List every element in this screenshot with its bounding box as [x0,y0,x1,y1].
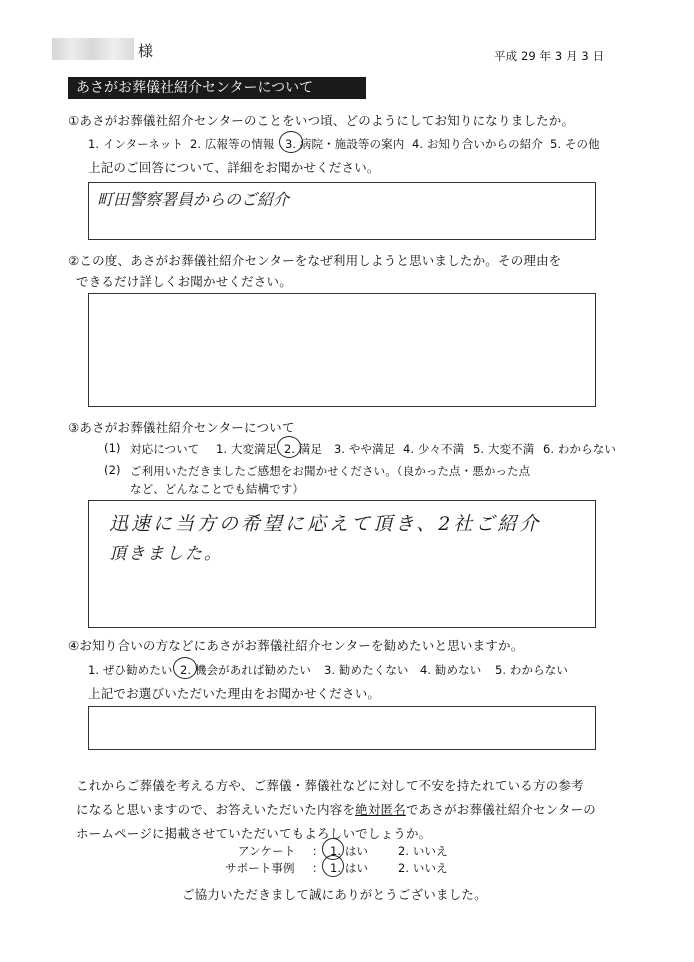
q4-question: ④お知り合いの方などにあさがお葬儀社紹介センターを勧めたいと思いますか。 [68,638,524,653]
q1-answer: 町田警察署員からのご紹介 [97,190,290,209]
consent-colon: ： [312,844,324,858]
q4-option-1: 1. ぜひ勧めたい [88,663,173,677]
closing-line1: これからご葬儀を考える方や、ご葬儀・葬儀社などに対して不安を持たれている方の参考 [76,778,584,793]
q3-option-3: 3. やや満足 [334,442,396,456]
selection-circle [173,657,197,679]
selection-circle [279,131,303,153]
q4-option-4: 4. 勧めない [420,663,482,677]
q1-option-4: 4. お知り合いからの紹介 [412,137,543,151]
q3-sub2-label: (2) [104,463,121,477]
q1-option-5: 5. その他 [550,137,600,151]
consent-label-support: サポート事例 [225,861,295,875]
q3-answer-line2: 頂きました。 [109,544,223,564]
q4-option-2: 2. 機会があれば勧めたい [180,663,311,677]
consent-no-support: 2. いいえ [398,861,448,875]
selection-circle [322,855,344,877]
q2-question-line2: できるだけ詳しくお聞かせください。 [76,274,292,289]
q2-answer-box [88,293,596,407]
q1-question: ①あさがお葬儀社紹介センターのことをいつ頃、どのようにしてお知りになりましたか。 [68,113,575,128]
q1-answer-box [88,182,596,240]
q2-question-line1: ②この度、あさがお葬儀社紹介センターをなぜ利用しようと思いましたか。その理由を [68,253,562,268]
q1-option-3: 3. 病院・施設等の案内 [285,137,405,151]
q3-sub1-label: (1) [104,441,121,455]
consent-no-survey: 2. いいえ [398,844,448,858]
anonymous-emphasis: 絶対匿名 [355,802,406,817]
section-banner: あさがお葬儀社紹介センターについて [68,77,366,99]
q4-option-3: 3. 勧めたくない [324,663,409,677]
q1-followup: 上記のご回答について、詳細をお聞かせください。 [88,160,380,175]
redacted-name [52,38,134,60]
selection-circle [277,436,301,458]
closing-line3: ホームページに掲載させていただいてもよろしいでしょうか。 [76,826,432,841]
q3-option-2: 2. 満足 [284,442,323,456]
consent-label-survey: アンケート [238,844,296,858]
q4-option-5: 5. わからない [495,663,568,677]
thanks-message: ご協力いただきまして誠にありがとうございました。 [182,887,487,902]
q3-sub2-line1: ご利用いただきましたご感想をお聞かせください。（良かった点・悪かった点 [130,464,531,478]
q3-option-1: 1. 大変満足 [216,442,278,456]
q4-followup: 上記でお選びいただいた理由をお聞かせください。 [88,686,381,701]
q1-option-1: 1. インターネット [88,137,184,151]
q3-answer-box [88,500,596,628]
q3-sub2-line2: など、どんなことでも結構です） [130,482,304,496]
q1-option-2: 2. 広報等の情報 [190,137,275,151]
q3-sub1-text: 対応について [130,442,200,456]
q4-answer-box [88,706,596,750]
closing-line2: になると思いますので、お答えいただいた内容を絶対匿名であさがお葬儀社紹介センターの [76,802,596,817]
consent-colon: ： [312,861,324,875]
date: 平成 29 年 3 月 3 日 [494,49,605,63]
honorific: 様 [138,42,154,60]
q3-option-6: 6. わからない [543,442,616,456]
q3-option-4: 4. 少々不満 [403,442,465,456]
consent-yes-support: 1. はい [330,861,369,875]
q3-question: ③あさがお葬儀社紹介センターについて [68,420,295,435]
q3-option-5: 5. 大変不満 [473,442,535,456]
q3-answer-line1: 迅速に当方の希望に応えて頂き、2社ご紹介 [109,513,542,535]
consent-yes-survey: 1. はい [330,844,369,858]
